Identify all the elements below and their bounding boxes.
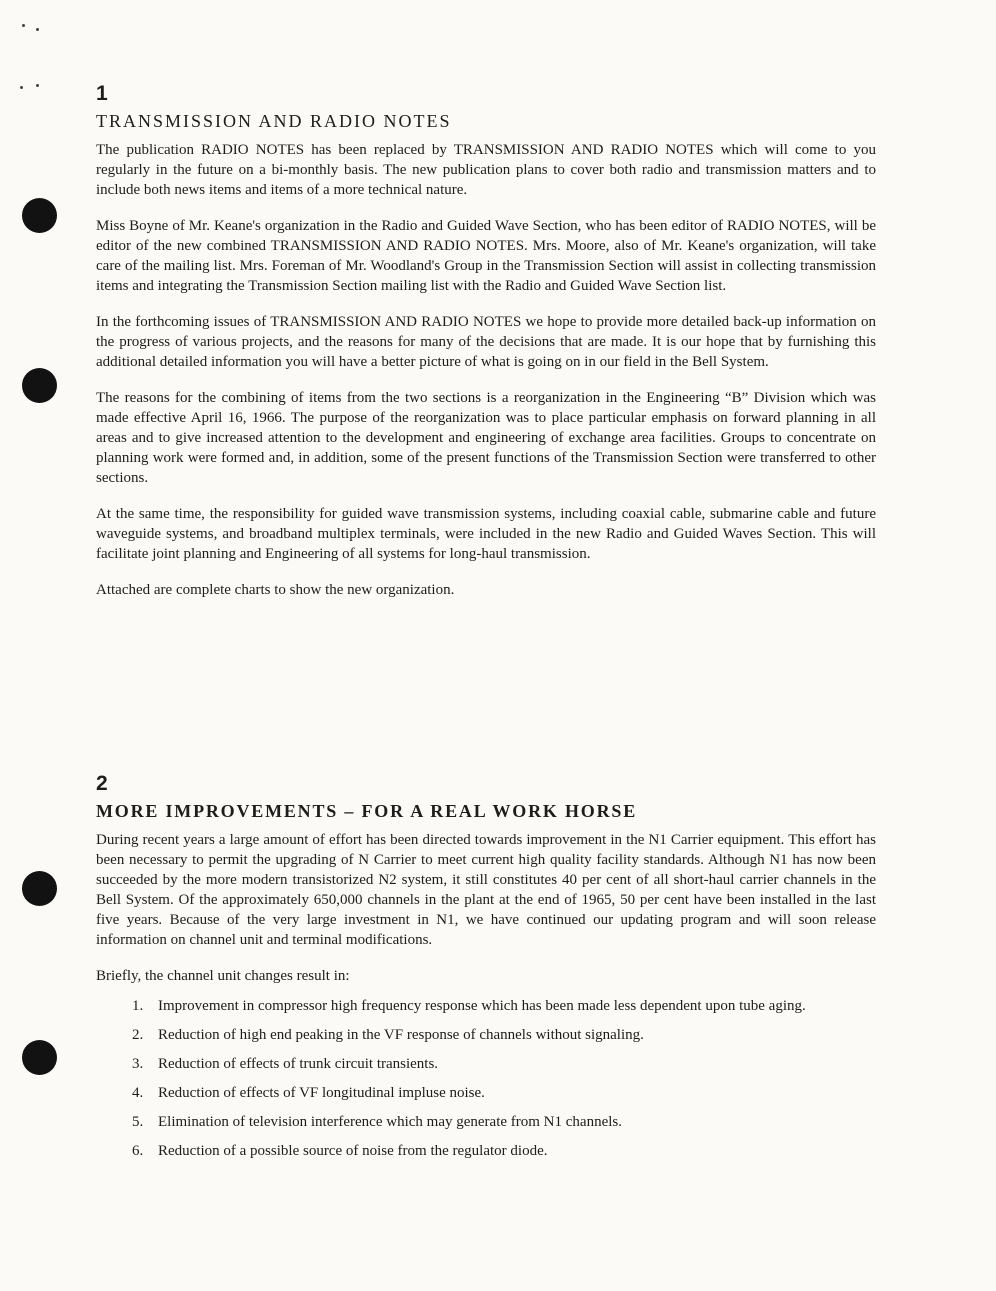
- list-item-number: 1.: [132, 998, 144, 1014]
- list-item-number: 4.: [132, 1085, 144, 1101]
- punch-hole: [22, 871, 57, 906]
- punch-hole: [22, 198, 57, 233]
- list-item: [132, 996, 876, 1017]
- list-item-text: Reduction of effects of VF longitudinal impluse noise.: [158, 1085, 485, 1101]
- list-item: [132, 1054, 876, 1075]
- list-item-number: 2.: [132, 1027, 144, 1043]
- list-item-number: 6.: [132, 1143, 144, 1159]
- paragraph: The publication RADIO NOTES has been replaced by TRANSMISSION AND RADIO NOTES which will come to you regularly in the future on a bi-monthly basis. The new publication plans to cover both radio and transmission matters and to include both news items and items of a more technical nature.: [96, 142, 876, 198]
- list-item: [132, 1112, 876, 1133]
- speck: [36, 84, 39, 87]
- section-title: MORE IMPROVEMENTS – FOR A REAL WORK HORSE: [96, 801, 638, 821]
- section-number: 2: [96, 772, 108, 795]
- list-item: [132, 1025, 876, 1046]
- section-number: 1: [96, 82, 108, 105]
- paragraph: At the same time, the responsibility for guided wave transmission systems, including coaxial cable, submarine cable and future waveguide systems, and broadband multiplex terminals, were included in the new Radio and Guided Waves Section. This will facilitate joint planning and Engineering of all systems for long-haul transmission.: [96, 506, 876, 562]
- paragraph: Miss Boyne of Mr. Keane's organization in the Radio and Guided Wave Section, who has been editor of RADIO NOTES, will be editor of the new combined TRANSMISSION AND RADIO NOTES. Mrs. Moore, also of Mr. Keane's organization, will take care of the mailing list. Mrs. Foreman of Mr. Woodland's Group in the Transmission Section will assist in collecting transmission items and integrating the Transmission Section mailing list with the Radio and Guided Wave Section list.: [96, 218, 876, 294]
- speck: [22, 24, 25, 27]
- list-item-text: Reduction of high end peaking in the VF response of channels without signaling.: [158, 1027, 644, 1043]
- paragraph: During recent years a large amount of effort has been directed towards improvement in the N1 Carrier equipment. This effort has been necessary to permit the upgrading of N Carrier to meet current high quality facility standards. Although N1 has now been succeeded by the more modern transistorized N2 system, it still constitutes 40 per cent of all short-haul carrier channels in the Bell System. Of the approximately 650,000 channels in the plant at the end of 1965, 50 per cent have been installed in the last five years. Because of the very large investment in N1, we have continued our updating program and will soon release information on channel unit and terminal modifications.: [96, 832, 876, 948]
- section-title: TRANSMISSION AND RADIO NOTES: [96, 111, 452, 131]
- speck: [36, 28, 39, 31]
- paragraph: Briefly, the channel unit changes result in:: [96, 968, 350, 984]
- paragraph: In the forthcoming issues of TRANSMISSION AND RADIO NOTES we hope to provide more detailed back-up information on the progress of various projects, and the reasons for many of the decisions that are made. It is our hope that by furnishing this additional detailed information you will have a better picture of what is going on in our field in the Bell System.: [96, 314, 876, 370]
- list-item-number: 5.: [132, 1114, 144, 1130]
- list-item: [132, 1141, 876, 1162]
- list-item-number: 3.: [132, 1056, 144, 1072]
- paragraph: Attached are complete charts to show the new organization.: [96, 582, 455, 598]
- punch-hole: [22, 368, 57, 403]
- list-item-text: Elimination of television interference which may generate from N1 channels.: [158, 1114, 622, 1130]
- speck: [20, 86, 23, 89]
- list-item: [132, 1083, 876, 1104]
- section-more-improvements: [96, 772, 876, 1170]
- punch-hole: [22, 1040, 57, 1075]
- list-item-text: Reduction of a possible source of noise from the regulator diode.: [158, 1143, 548, 1159]
- channel-unit-changes-list: [96, 996, 876, 1162]
- list-item-text: Improvement in compressor high frequency response which has been made less dependent upon tube aging.: [158, 998, 806, 1014]
- paragraph: The reasons for the combining of items from the two sections is a reorganization in the Engineering “B” Division which was made effective April 16, 1966. The purpose of the reorganization was to place particular emphasis on forward planning in all areas and to give increased attention to the development and engineering of exchange area facilities. Groups to concentrate on planning work were formed and, in addition, some of the present functions of the Transmission Section were transferred to other sections.: [96, 390, 876, 486]
- section-transmission-radio-notes: [96, 82, 876, 616]
- list-item-text: Reduction of effects of trunk circuit transients.: [158, 1056, 439, 1072]
